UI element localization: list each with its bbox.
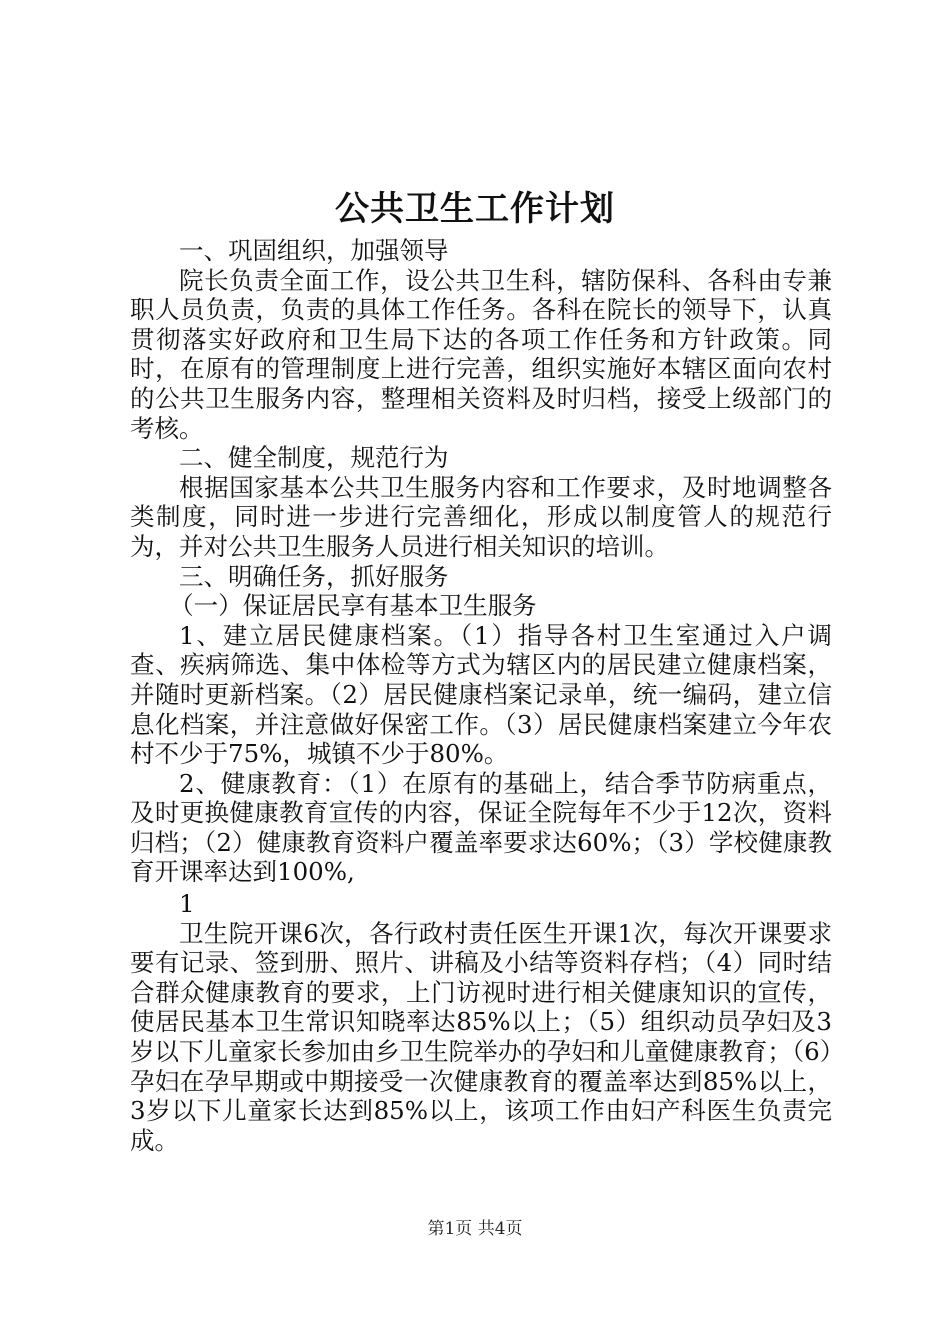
section-heading-2: 二、健全制度，规范行为 [179,443,449,473]
page-footer: 第1页 共4页 [427,1219,523,1239]
paragraph-health-education: 2、健康教育：（1）在原有的基础上，结合季节防病重点，及时更换健康教育宣传的内容，保证全院每年不少于12次，资料归档；（2）健康教育资料户覆盖率要求达60%；（3）学校健康教育开课率达到100%, [130,768,832,887]
paragraph-2: 根据国家基本公共卫生服务内容和工作要求，及时地调整各类制度，同时进一步进行完善细化，形成以制度管人的规范行为，并对公共卫生服务人员进行相关知识的培训。 [130,472,832,561]
section-heading-1: 一、巩固组织，加强领导 [179,236,449,265]
paragraph-health-records: 1、建立居民健康档案。（1）指导各村卫生室通过入户调查、疾病筛选、集中体检等方式为辖区内的居民建立健康档案，并随时更新档案。（2）居民健康档案记录单，统一编码，建立信息化档案，并注意做好保密工作。（3）居民健康档案建立今年农村不少于75%，城镇不少于80%。 [130,620,832,769]
paragraph-1: 院长负责全面工作，设公共卫生科，辖防保科、各科由专兼职人员负责，负责的具体工作任务。各科在院长的领导下，认真贯彻落实好政府和卫生局下达的各项工作任务和方针政策。同时，在原有的管理制度上进行完善，组织实施好本辖区面向农村的公共卫生服务内容，整理相关资料及时归档，接受上级部门的考核。 [130,265,832,443]
document-title: 公共卫生工作计划 [335,189,615,229]
subsection-heading-1: （一）保证居民享有基本卫生服务 [169,591,537,621]
paragraph-health-education-continued: 卫生院开课6次，各行政村责任医生开课1次，每次开课要求要有记录、签到册、照片、讲稿及小结等资料存档；（4）同时结合群众健康教育的要求，上门访视时进行相关健康知识的宣传，使居民基本卫生常识知晓率达85%以上；（5）组织动员孕妇及3岁以下儿童家长参加由乡卫生院举办的孕妇和儿童健康教育；（6）孕妇在孕早期或中期接受一次健康教育的覆盖率达到85%以上，3岁以下儿童家长达到85%以上，该项工作由妇产科医生负责完成。 [130,918,832,1155]
inline-page-number: 1 [179,889,195,919]
section-heading-3: 三、明确任务，抓好服务 [179,561,449,591]
document-body [130,236,832,1155]
